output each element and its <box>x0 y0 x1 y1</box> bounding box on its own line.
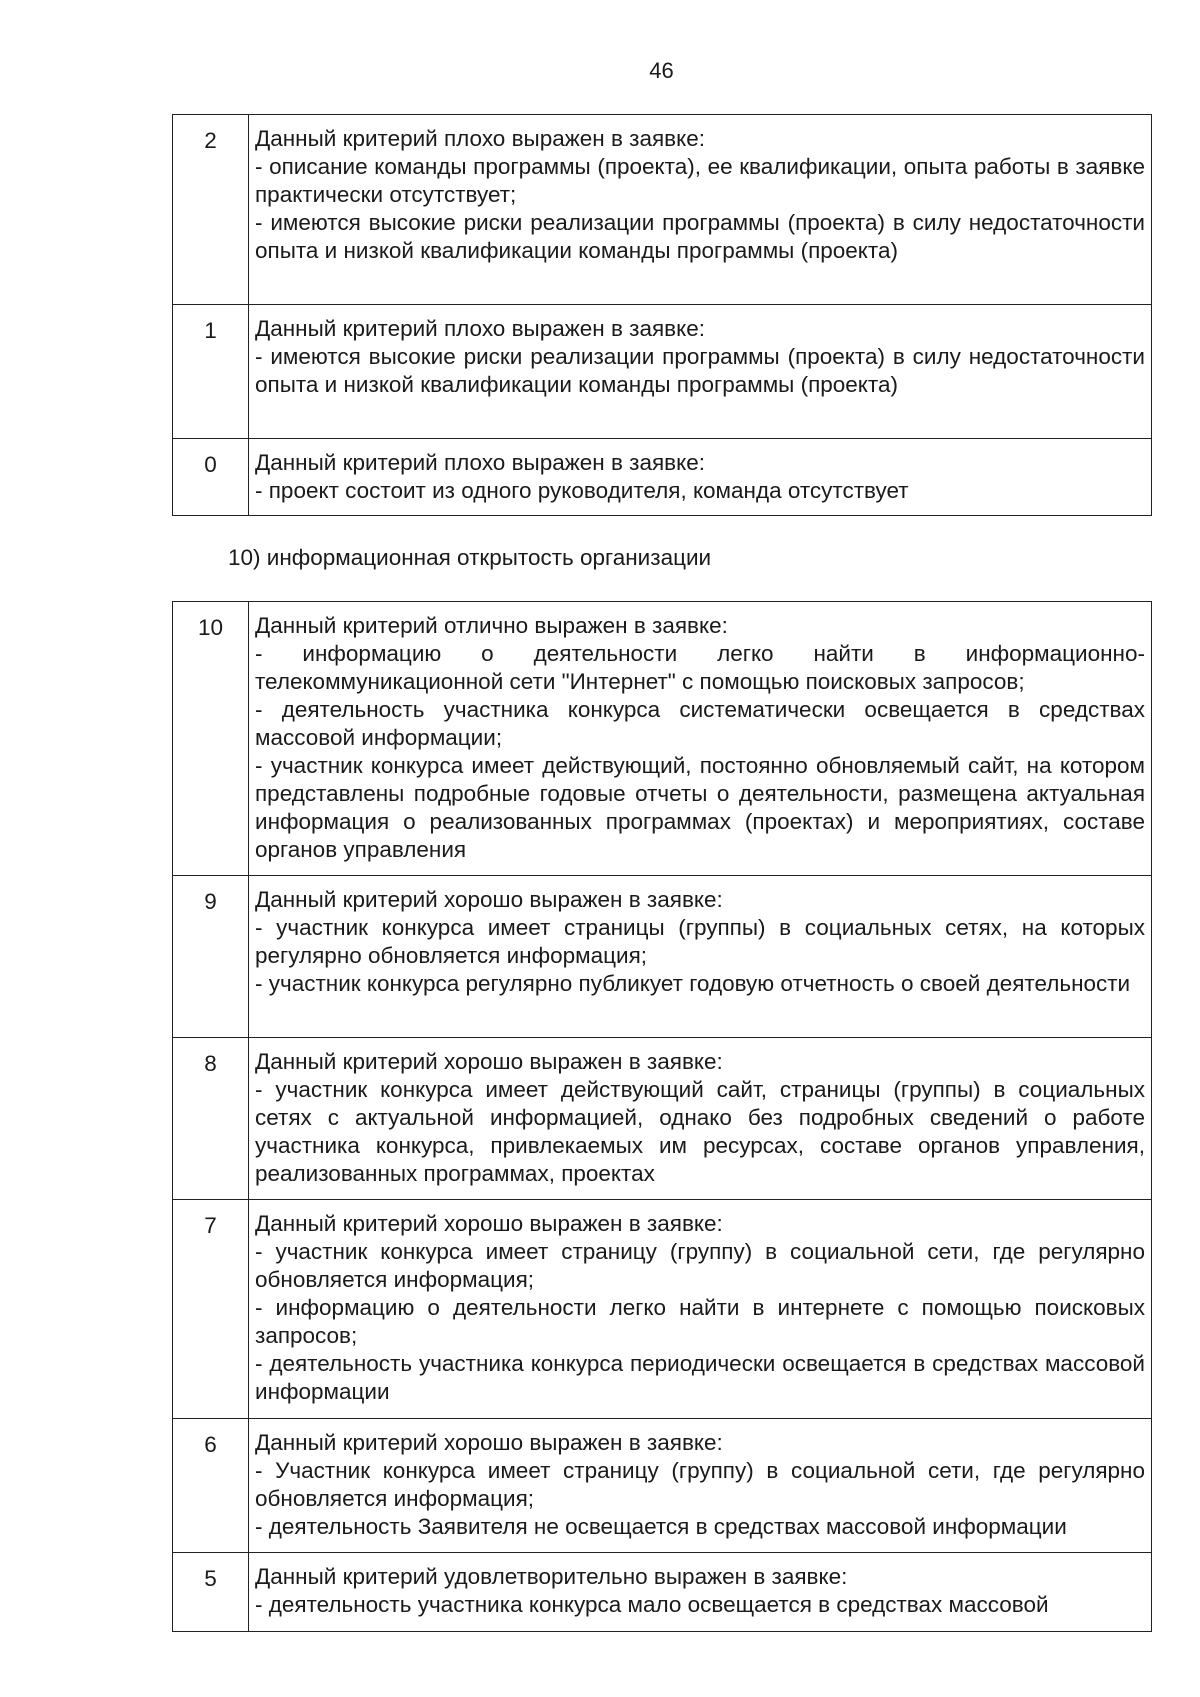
description-cell <box>249 1553 1152 1632</box>
table-row <box>173 115 1152 305</box>
table-row <box>173 876 1152 1038</box>
table-row <box>173 305 1152 439</box>
criterion-item: - имеются высокие риски реализации программы (проекта) в силу недостаточности опыта и низкой квалификации команды программы (проекта) <box>255 344 1145 397</box>
table-row <box>173 1553 1152 1632</box>
description-cell <box>249 602 1152 876</box>
score-cell: 10 <box>173 602 249 876</box>
score-cell: 0 <box>173 439 249 516</box>
score-cell: 6 <box>173 1419 249 1553</box>
criterion-item: - Участник конкурса имеет страницу (группу) в социальной сети, где регулярно обновляется информация; <box>255 1458 1145 1511</box>
criterion-item: - участник конкурса регулярно публикует годовую отчетность о своей деятельности <box>255 971 1131 996</box>
criterion-item: - участник конкурса имеет действующий сайт, страницы (группы) в социальных сетях с актуальной информацией, однако без подробных сведений о работе участника конкурса, привлекаемых им ресурсах, составе органов управления, реализованных программах, проектах <box>255 1077 1145 1186</box>
description-cell <box>249 1419 1152 1553</box>
criterion-item: - деятельность участника конкурса периодически освещается в средствах массовой информации <box>255 1351 1145 1404</box>
criterion-item: - участник конкурса имеет страницы (группы) в социальных сетях, на которых регулярно обновляется информация; <box>255 915 1145 968</box>
page-number: 46 <box>649 58 674 83</box>
criterion-heading: Данный критерий хорошо выражен в заявке: <box>255 887 723 912</box>
criterion-heading: Данный критерий отлично выражен в заявке: <box>255 613 728 638</box>
score-cell: 5 <box>173 1553 249 1632</box>
table-row <box>173 602 1152 876</box>
criterion-item: - деятельность участника конкурса систематически освещается в средствах массовой информации; <box>255 697 1145 750</box>
description-cell <box>249 1200 1152 1419</box>
criterion-heading: Данный критерий плохо выражен в заявке: <box>255 316 705 341</box>
criterion-heading: Данный критерий удовлетворительно выражен в заявке: <box>255 1564 848 1589</box>
criterion-item: - проект состоит из одного руководителя, команда отсутствует <box>255 478 909 503</box>
description-cell <box>249 876 1152 1038</box>
criterion-heading: Данный критерий хорошо выражен в заявке: <box>255 1211 723 1236</box>
table-row <box>173 1200 1152 1419</box>
criterion-heading: Данный критерий плохо выражен в заявке: <box>255 450 705 475</box>
criterion-heading: Данный критерий плохо выражен в заявке: <box>255 126 705 151</box>
criterion-heading: Данный критерий хорошо выражен в заявке: <box>255 1430 723 1455</box>
criterion-heading: Данный критерий хорошо выражен в заявке: <box>255 1049 723 1074</box>
criterion-item: - имеются высокие риски реализации программы (проекта) в силу недостаточности опыта и низкой квалификации команды программы (проекта) <box>255 210 1145 263</box>
criterion-item: - участник конкурса имеет действующий, постоянно обновляемый сайт, на котором представлены подробные годовые отчеты о деятельности, размещена актуальная информация о реализованных программах (проектах) и мероприятиях, составе органов управления <box>255 753 1145 862</box>
description-cell <box>249 305 1152 439</box>
description-cell <box>249 115 1152 305</box>
criteria-table-team <box>172 114 1152 516</box>
table-row <box>173 1038 1152 1200</box>
table-row <box>173 439 1152 516</box>
description-cell <box>249 439 1152 516</box>
score-cell: 9 <box>173 876 249 1038</box>
criterion-item: - описание команды программы (проекта), ее квалификации, опыта работы в заявке практически отсутствует; <box>255 154 1145 207</box>
score-cell: 7 <box>173 1200 249 1419</box>
score-cell: 1 <box>173 305 249 439</box>
description-cell <box>249 1038 1152 1200</box>
table-row <box>173 1419 1152 1553</box>
criterion-item: - деятельность участника конкурса мало освещается в средствах массовой <box>255 1592 1049 1617</box>
criteria-table-openness <box>172 601 1152 1632</box>
criterion-item: - информацию о деятельности легко найти в информационно-телекоммуникационной сети "Интернет" с помощью поисковых запросов; <box>255 641 1145 694</box>
criterion-item: - информацию о деятельности легко найти в интернете с помощью поисковых запросов; <box>255 1295 1145 1348</box>
criterion-item: - участник конкурса имеет страницу (группу) в социальной сети, где регулярно обновляется информация; <box>255 1239 1145 1292</box>
section-heading: 10) информационная открытость организации <box>228 545 712 570</box>
criterion-item: - деятельность Заявителя не освещается в средствах массовой информации <box>255 1514 1067 1539</box>
score-cell: 2 <box>173 115 249 305</box>
score-cell: 8 <box>173 1038 249 1200</box>
